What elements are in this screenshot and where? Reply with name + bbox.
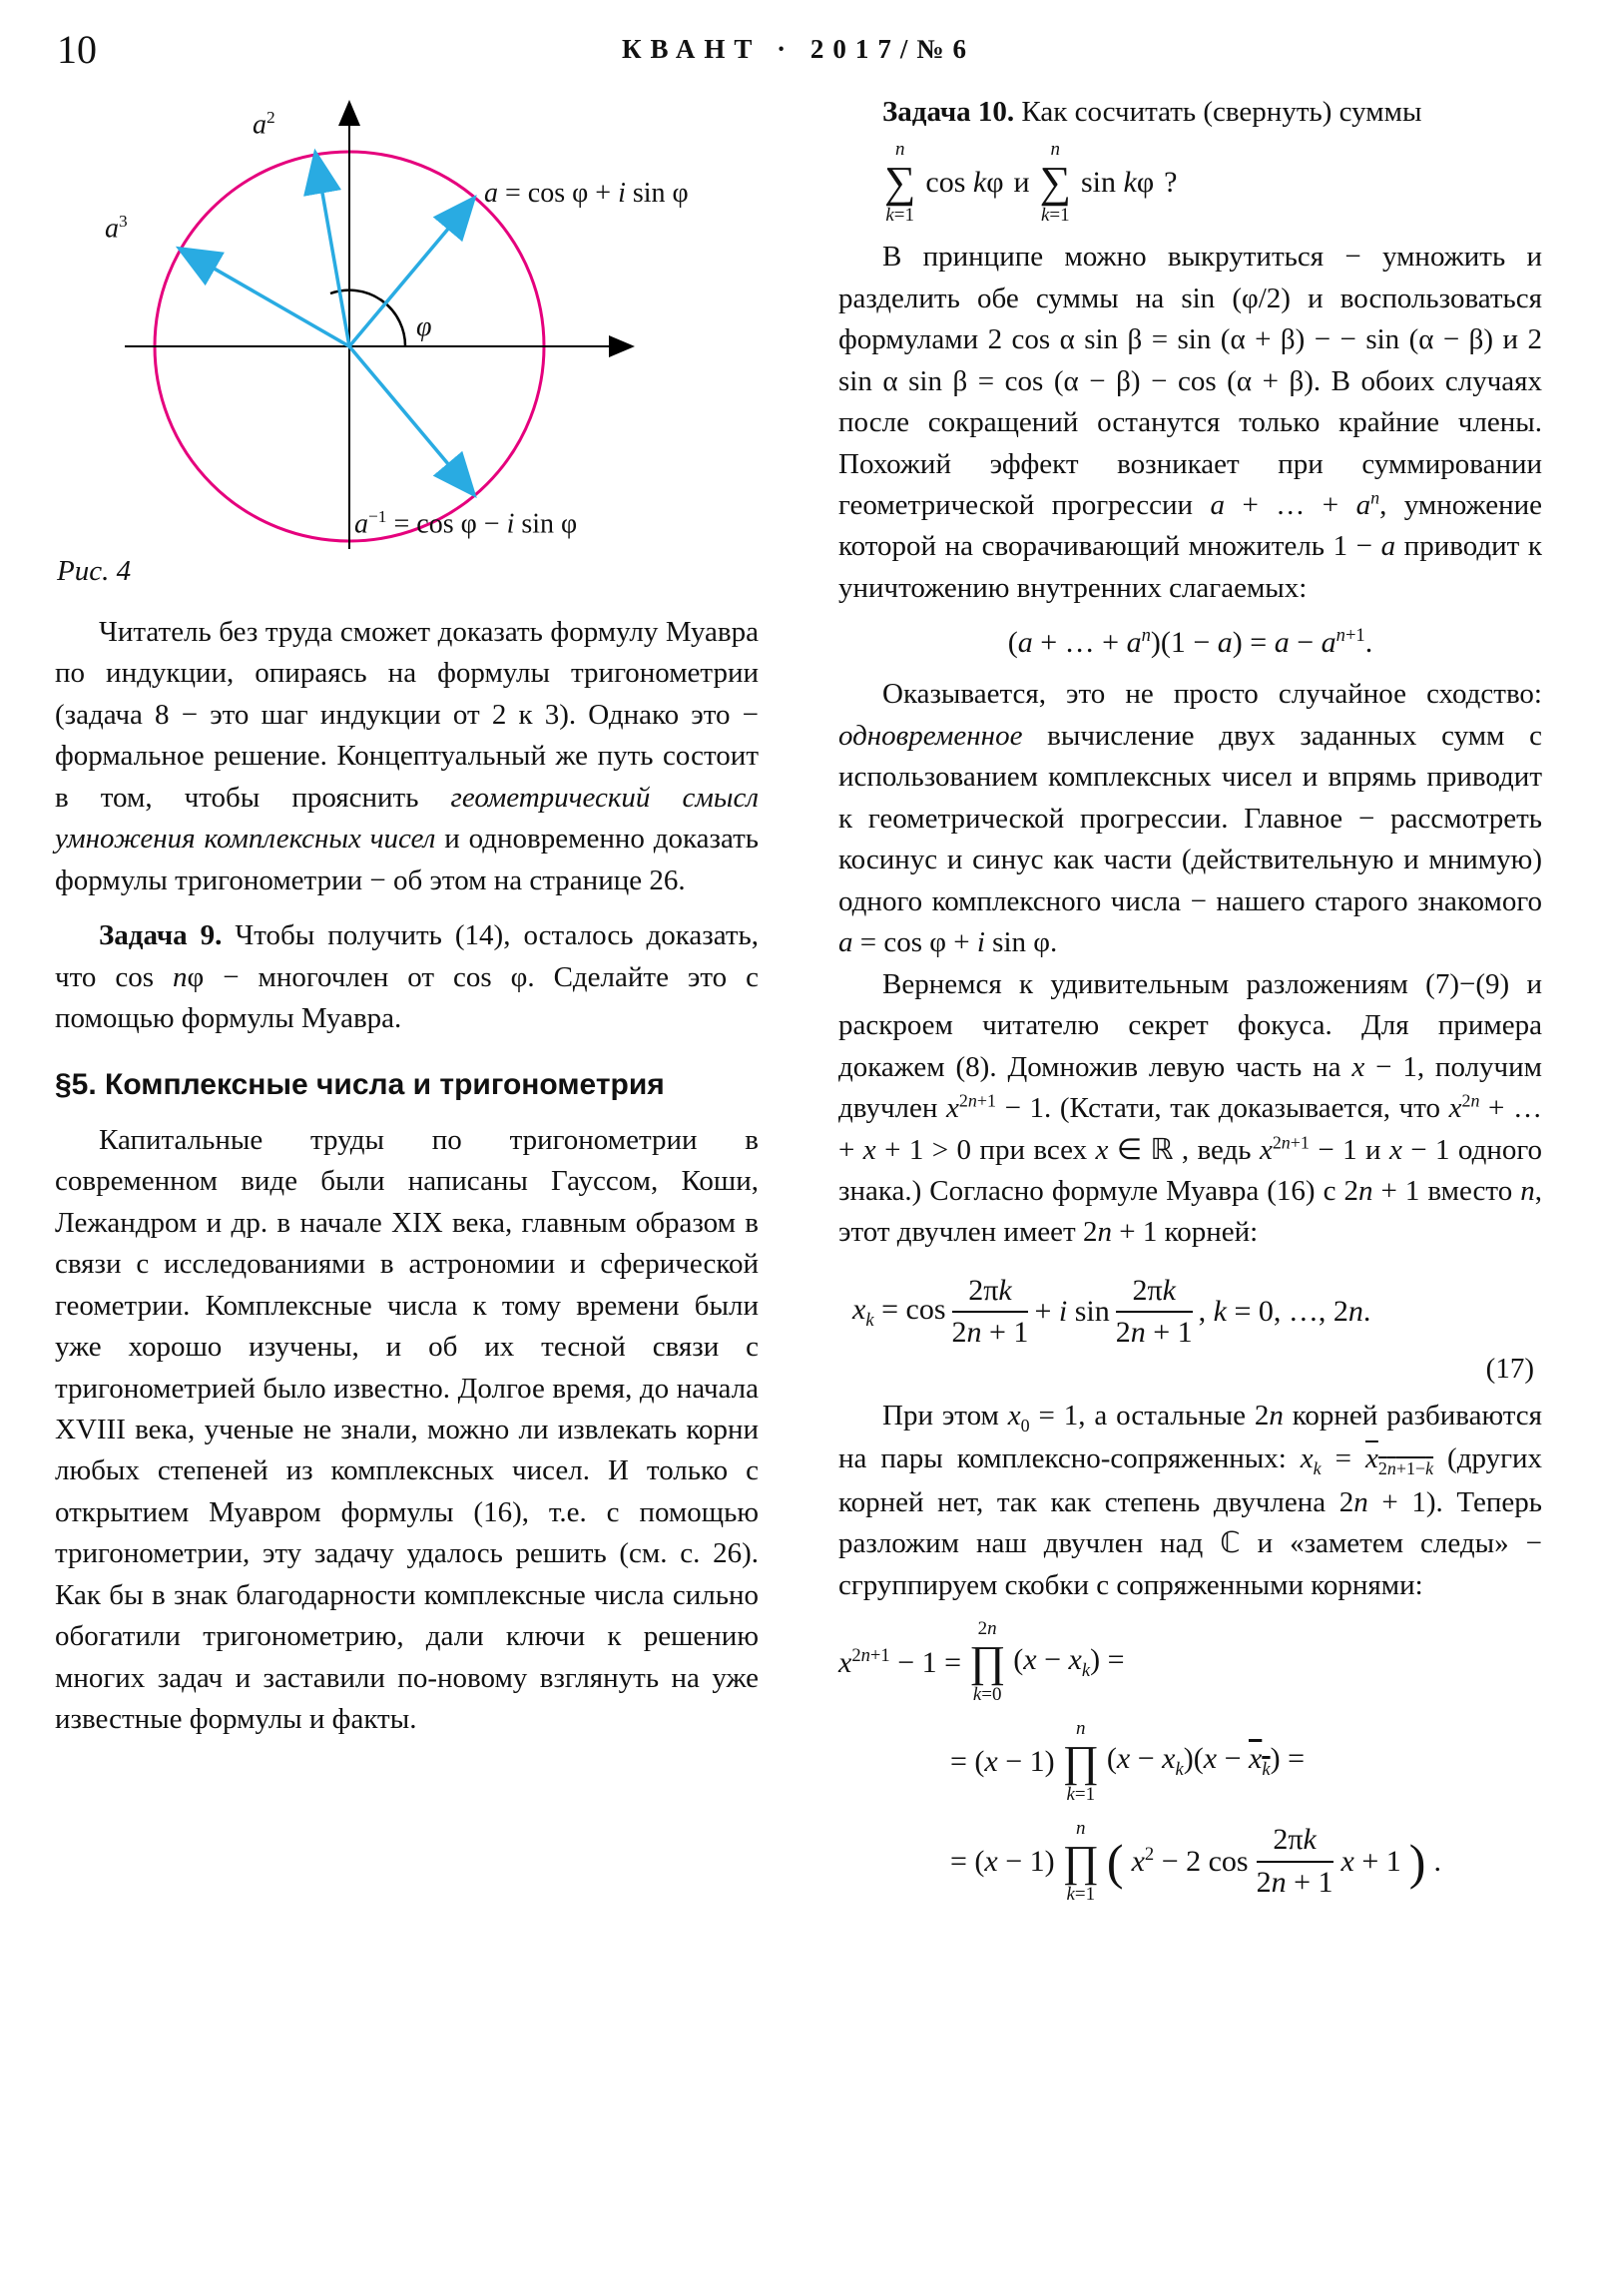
journal-title: КВАНТ · 2017/№6 — [621, 34, 976, 64]
problem-9 — [55, 915, 759, 1039]
f17-middle: + i sin — [1034, 1295, 1110, 1329]
sum-2-upper-limit: n — [1050, 139, 1061, 161]
paragraph-moivre-induction: Читатель без труда сможет доказать формулу Муавра по индукции, опираясь на формулы тригонометрии (задача 8 − это шаг индукции от 2 к 3). Однако это − формальное решение. Концептуальный же путь состоит в том, чтобы прояснить геометрический смысл умножения комплексных чисел и одновременно доказать формулы тригонометрии − об этом на странице 26. — [55, 616, 760, 896]
equation-number: (17) — [1485, 1352, 1534, 1385]
right-column — [838, 92, 1542, 1917]
page-number: 10 — [57, 27, 97, 72]
problem-9-lead: Задача 9. — [99, 919, 223, 952]
figure-4 — [55, 92, 759, 588]
label-a-cubed: $a^3$ — [105, 212, 128, 245]
left-column — [55, 92, 759, 1917]
product-formula-line-1 — [838, 1618, 1542, 1706]
formula-geometric-progression: (a + … + $a^n)(1 - a) = a - a^{n+1}$. — [1007, 625, 1373, 660]
label-a-squared: $a^2$ — [253, 108, 275, 141]
product-icon: ∏ — [1062, 1836, 1099, 1886]
prod-3-body-b: x + 1 — [1340, 1844, 1401, 1878]
label-a-inverse: $a^{-1} = \cos \varphi - i$ sin φ — [354, 507, 578, 540]
f17-numerator-1: 2πk — [952, 1274, 1029, 1314]
paragraph-trick: В принципе можно выкрутиться − умножить и разделить обе суммы на sin (φ/2) и воспользоваться формулами 2 cos α sin β = sin (α + β) − − sin (α − β) и 2 sin α sin β = cos (α − β) − cos (α + β). В обоих случаях после сокращений останутся только крайние члены. Похожий эффект возникает при суммировании геометрической прогрессии a + … + $a^n$, умножение которой на сворачивающий множитель 1 − a приводит к уничтожению внутренних слагаемых: — [838, 241, 1542, 604]
label-a: a = cos φ + i sin φ — [484, 178, 689, 209]
sum-1-lower-limit: k=1 — [885, 205, 915, 227]
paragraph-history: Капитальные труды по тригонометрии в современном виде были написаны Гауссом, Коши, Лежандром и др. в начале XIX века, главным образом в связи с исследованиями в астрономии и сферической геометрии. Комплексные числа к тому времени были уже хорошо изучены, и об их тесной связи с тригонометрией было известно. Долгое время, до начала XVIII века, ученые не знали, можно ли извлекать корни любых степеней из комплексных чисел. И только с открытием Муавром формулы (16), т.е. с помощью тригонометрии, эту задачу удалось решить (см. с. 26). Как бы в знак благодарности комплексные числа сильно обогатили тригонометрию, дали ключи к решению многих задач и заставили по-новому взглянуть на уже известные формулы и факты. — [55, 1123, 759, 1736]
f17-fraction-1 — [952, 1274, 1029, 1351]
prod-2-lower-limit: k=1 — [1066, 1783, 1096, 1805]
product-formula-line-3 — [950, 1818, 1542, 1906]
prod-3-lower-limit: k=1 — [1066, 1883, 1096, 1905]
right-paren: ) — [1408, 1833, 1426, 1890]
prod-3-body-a: $x^2 - 2$ cos — [1131, 1844, 1249, 1879]
unit-circle-diagram — [55, 92, 744, 553]
sum-1-body: cos kφ — [925, 166, 1004, 200]
prod-3-numerator: 2πk — [1257, 1823, 1333, 1863]
f17-lhs: $x_k = \cos$ — [852, 1292, 946, 1331]
prod-3-upper-limit: n — [1076, 1817, 1086, 1839]
prod-1-upper-limit: 2n — [977, 1618, 997, 1640]
prod-2-upper-limit: n — [1076, 1718, 1086, 1740]
prod-1-body: $(x - x_k)$ = — [1013, 1642, 1125, 1681]
prod-3-lhs: = (x − 1) — [950, 1844, 1055, 1878]
product-operator-1 — [969, 1618, 1005, 1706]
paragraph-coincidence: Оказывается, это не просто случайное сходство: одновременное вычисление двух заданных сумм с использованием комплексных чисел и впрямь приводит к геометрической прогрессии. Главное − рассмотреть косинус и синус как части (действительную и мнимую) одного комплексного числа − нашего старого знакомого a = cos φ + i sin φ. — [838, 678, 1542, 959]
page-header — [55, 24, 1542, 80]
prod-2-body: $(x - x_k)(x - x_k)$ = — [1106, 1742, 1305, 1781]
vector-a-inverse-power — [185, 252, 349, 346]
sigma-icon: ∑ — [1039, 158, 1071, 208]
product-icon: ∏ — [969, 1637, 1006, 1687]
product-icon: ∏ — [1062, 1736, 1099, 1786]
product-formula-line-2 — [950, 1718, 1542, 1806]
sum-operator-1 — [884, 139, 915, 227]
product-operator-2 — [1063, 1718, 1099, 1806]
product-operator-3 — [1063, 1818, 1099, 1906]
f17-denominator-2: 2n + 1 — [1115, 1316, 1193, 1350]
sigma-icon: ∑ — [884, 158, 916, 208]
prod-2-lhs: = (x − 1) — [950, 1744, 1055, 1778]
left-paren: ( — [1106, 1833, 1124, 1890]
problem-10-lead: Задача 10. — [882, 96, 1015, 128]
formula-17 — [852, 1274, 1542, 1351]
label-phi: φ — [416, 311, 432, 342]
section-heading: §5. Комплексные числа и тригонометрия — [55, 1067, 665, 1101]
formula-end-period: . — [1433, 1844, 1441, 1878]
vector-a-squared — [316, 159, 349, 346]
f17-fraction-2 — [1116, 1274, 1193, 1351]
question-mark: ? — [1164, 166, 1178, 200]
problem-10-intro: Как сосчитать (свернуть) суммы — [1014, 96, 1422, 128]
conjunction: и — [1013, 166, 1030, 200]
problem-9-text: Чтобы получить (14), осталось доказать, что cos nφ − многочлен от cos φ. Сделайте это с помощью формулы Муавра. — [55, 919, 759, 1035]
figure-caption: Рис. 4 — [57, 555, 132, 587]
prod-1-lhs: $x^{2n+1} - 1$ = — [838, 1644, 962, 1679]
sum-operator-2 — [1040, 139, 1071, 227]
vector-a-conjugate — [349, 346, 470, 490]
sum-2-body: sin kφ — [1080, 166, 1155, 200]
figure-canvas — [55, 92, 744, 553]
problem-10 — [838, 92, 1542, 133]
f17-tail: , k = 0, …, 2n. — [1198, 1295, 1371, 1329]
prod-1-lower-limit: k=0 — [972, 1684, 1002, 1706]
sum-2-lower-limit: k=1 — [1040, 205, 1070, 227]
prod-3-fraction — [1257, 1823, 1333, 1900]
vector-a — [349, 203, 470, 346]
paragraph-expansions: Вернемся к удивительным разложениям (7)−(9) и раскроем читателю секрет фокуса. Для примера докажем (8). Домножив левую часть на x − 1, получим двучлен $x^{2n+1} - 1$. (Кстати, так доказывается, что $x^{2n}$ + … + x + 1 > 0 при всех x ∈ ℝ , ведь $x^{2n+1} - 1$ и x − 1 одного знака.) Согласно формуле Муавра (16) с 2n + 1 вместо n, этот двучлен имеет 2n + 1 корней: — [838, 967, 1543, 1249]
paragraph-roots: При этом $x_0 = 1$, а остальные 2n корней разбиваются на пары комплексно-сопряженных: $x_k = x_{2n+1-k}$ (других корней нет, так как степень двучлена 2n + 1). Теперь разложим наш двучлен над ℂ и «заметем следы» − сгруппируем скобки с сопряженными корнями: — [838, 1399, 1542, 1601]
two-column-layout — [55, 92, 1542, 1917]
sums-formula — [884, 139, 1542, 227]
f17-numerator-2: 2πk — [1116, 1274, 1193, 1314]
prod-3-denominator: 2n + 1 — [1256, 1865, 1333, 1899]
f17-denominator-1: 2n + 1 — [951, 1316, 1029, 1350]
sum-1-upper-limit: n — [894, 139, 905, 161]
